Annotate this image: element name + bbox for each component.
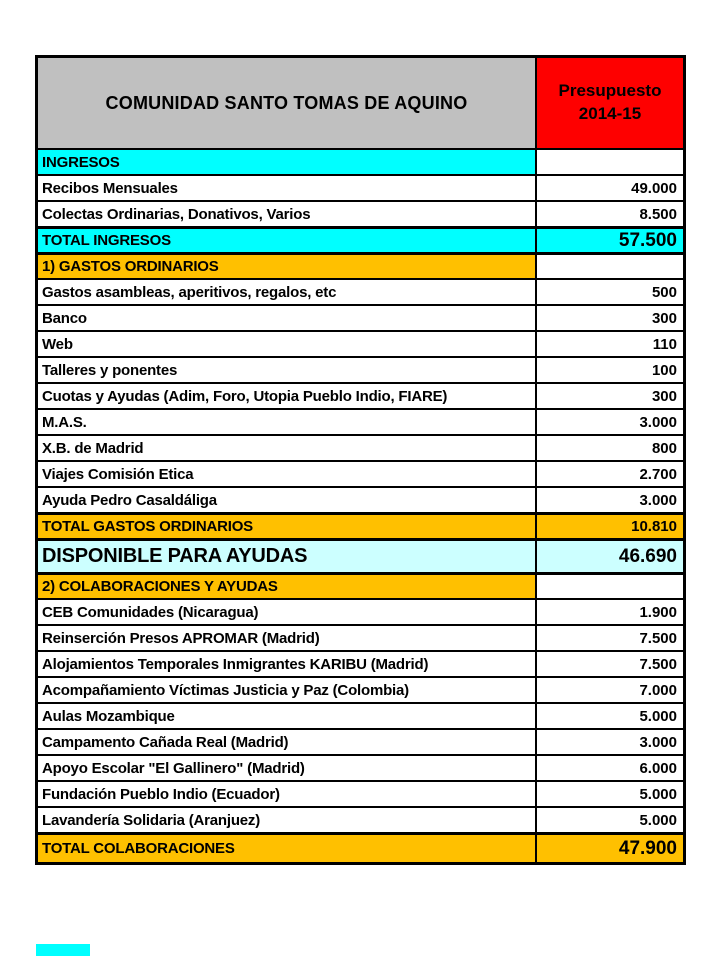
row-value: 3.000: [535, 488, 683, 512]
row-value: 100: [535, 358, 683, 382]
row-label: M.A.S.: [42, 413, 87, 431]
table-row: [38, 832, 683, 862]
row-label: Banco: [42, 309, 87, 327]
budget-header-line1: Presupuesto: [558, 81, 662, 101]
row-label: TOTAL INGRESOS: [38, 229, 535, 252]
row-label: INGRESOS: [38, 150, 535, 174]
row-value: 46.690: [535, 541, 683, 572]
row-value: 8.500: [535, 202, 683, 226]
row-label: Gastos asambleas, aperitivos, regalos, etc: [42, 283, 337, 301]
row-label: Apoyo Escolar "El Gallinero" (Madrid): [42, 759, 305, 777]
table-row: [38, 806, 683, 832]
row-value: 800: [535, 436, 683, 460]
row-label: Colectas Ordinarias, Donativos, Varios: [42, 205, 311, 223]
row-label: Recibos Mensuales: [42, 179, 178, 197]
table-row: [38, 598, 683, 624]
row-label: Talleres y ponentes: [42, 361, 178, 379]
row-label: Viajes Comisión Etica: [42, 465, 194, 483]
row-label: Alojamientos Temporales Inmigrantes KARIBU (Madrid): [42, 655, 429, 673]
table-row: [38, 538, 683, 572]
row-value: 7.500: [535, 652, 683, 676]
row-label: DISPONIBLE PARA AYUDAS: [38, 541, 535, 572]
table-row: [38, 408, 683, 434]
row-label: 1) GASTOS ORDINARIOS: [38, 255, 535, 278]
row-value: 5.000: [535, 808, 683, 832]
table-row: [38, 382, 683, 408]
table-row: [38, 624, 683, 650]
table-row: [38, 754, 683, 780]
table-row: [38, 434, 683, 460]
table-row: [38, 226, 683, 252]
row-label: Ayuda Pedro Casaldáliga: [42, 491, 217, 509]
row-value: 500: [535, 280, 683, 304]
row-label: Reinserción Presos APROMAR (Madrid): [42, 629, 320, 647]
row-value: 3.000: [535, 410, 683, 434]
row-value: [535, 255, 683, 278]
row-value: [535, 575, 683, 598]
row-value: 2.700: [535, 462, 683, 486]
row-label: Acompañamiento Víctimas Justicia y Paz (Colombia): [42, 681, 409, 699]
row-value: 5.000: [535, 782, 683, 806]
row-label: Cuotas y Ayudas (Adim, Foro, Utopia Pueblo Indio, FIARE): [42, 387, 448, 405]
table-row: [38, 512, 683, 538]
table-row: [38, 780, 683, 806]
row-value: 47.900: [535, 835, 683, 862]
row-value: 7.500: [535, 626, 683, 650]
row-value: 300: [535, 384, 683, 408]
row-value: 7.000: [535, 678, 683, 702]
table-row: [38, 650, 683, 676]
sheet-tab-fragment: [36, 944, 90, 956]
row-label: TOTAL GASTOS ORDINARIOS: [38, 515, 535, 538]
table-row: [38, 486, 683, 512]
row-label: 2) COLABORACIONES Y AYUDAS: [38, 575, 535, 598]
table-row: [38, 148, 683, 174]
table-row: [38, 702, 683, 728]
row-value: 3.000: [535, 730, 683, 754]
row-value: 1.900: [535, 600, 683, 624]
table-row: [38, 252, 683, 278]
row-value: [535, 150, 683, 174]
row-value: 57.500: [535, 229, 683, 252]
budget-header-line2: 2014-15: [578, 104, 642, 123]
table-row: [38, 356, 683, 382]
table-row: [38, 728, 683, 754]
table-header-row: [38, 58, 683, 148]
row-label: X.B. de Madrid: [42, 439, 144, 457]
row-value: 6.000: [535, 756, 683, 780]
budget-table: [35, 55, 686, 865]
row-label: Fundación Pueblo Indio (Ecuador): [42, 785, 280, 803]
table-row: [38, 174, 683, 200]
table-row: [38, 278, 683, 304]
row-label: Lavandería Solidaria (Aranjuez): [42, 811, 261, 829]
row-value: 5.000: [535, 704, 683, 728]
table-body: [38, 148, 683, 862]
row-value: 300: [535, 306, 683, 330]
table-row: [38, 200, 683, 226]
row-label: CEB Comunidades (Nicaragua): [42, 603, 259, 621]
community-title: COMUNIDAD SANTO TOMAS DE AQUINO: [38, 58, 535, 148]
row-value: 10.810: [535, 515, 683, 538]
table-row: [38, 304, 683, 330]
table-row: [38, 676, 683, 702]
row-value: 49.000: [535, 176, 683, 200]
table-row: [38, 330, 683, 356]
row-value: 110: [535, 332, 683, 356]
row-label: Web: [42, 335, 73, 353]
budget-header-cell: [535, 58, 683, 148]
table-row: [38, 460, 683, 486]
table-row: [38, 572, 683, 598]
row-label: Campamento Cañada Real (Madrid): [42, 733, 289, 751]
row-label: TOTAL COLABORACIONES: [38, 835, 535, 862]
row-label: Aulas Mozambique: [42, 707, 175, 725]
